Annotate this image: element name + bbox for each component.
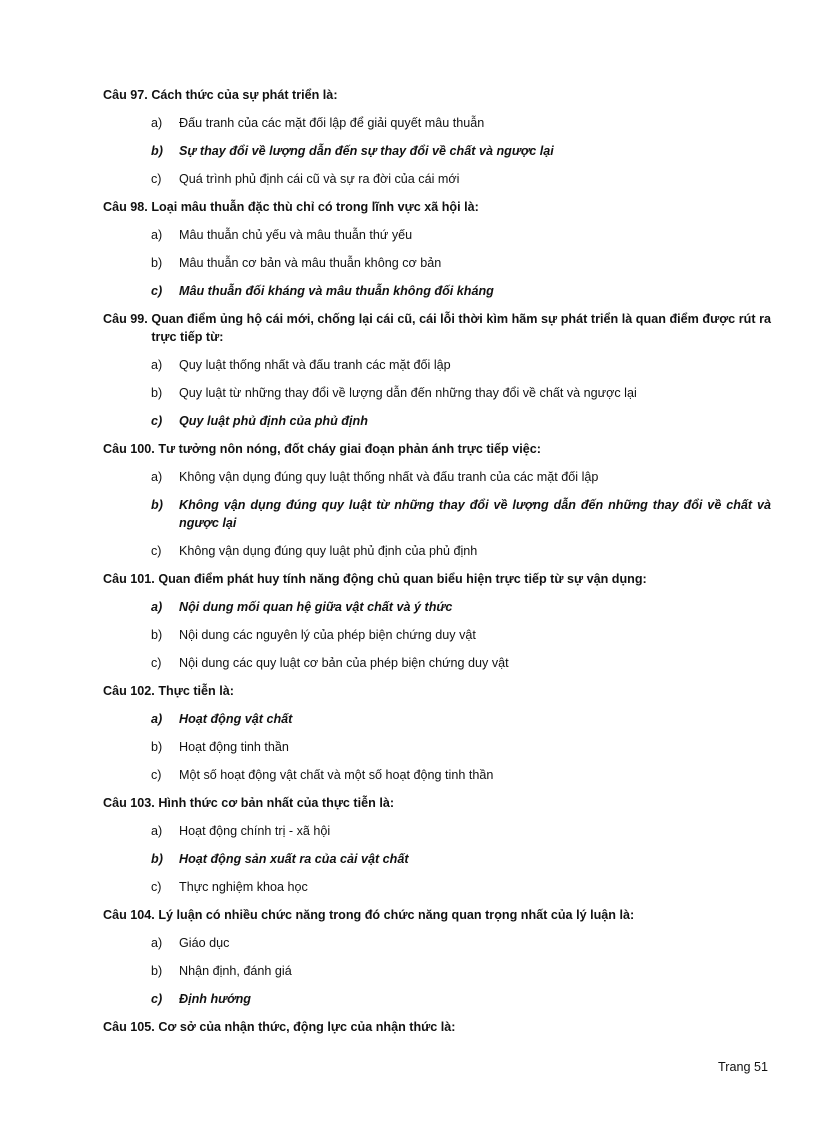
option-text: Quy luật từ những thay đổi về lượng dẫn đến những thay đổi về chất và ngược lại <box>179 386 637 400</box>
answer-option <box>151 468 771 486</box>
question-number: Câu 99. <box>103 312 148 326</box>
option-text: Quy luật thống nhất và đấu tranh các mặt đối lập <box>179 358 451 372</box>
question-heading <box>103 198 771 216</box>
option-text: Không vận dụng đúng quy luật từ những thay đổi về lượng dẫn đến những thay đổi về chất và ngược lại <box>179 498 771 530</box>
answer-option-correct <box>151 850 771 868</box>
option-letter: b) <box>151 256 163 270</box>
answer-option-correct <box>151 142 771 160</box>
question-number: Câu 101. <box>103 572 155 586</box>
question-heading <box>103 794 771 812</box>
question-text: Thực tiễn là: <box>158 684 234 698</box>
option-letter: b) <box>151 628 163 642</box>
answer-option-correct <box>151 282 771 300</box>
question-heading <box>103 310 771 346</box>
question-block <box>103 794 771 896</box>
question-text: Cơ sở của nhận thức, động lực của nhận thức là: <box>158 1020 456 1034</box>
option-text: Hoạt động sản xuất ra của cải vật chất <box>179 852 409 866</box>
answer-option <box>151 934 771 952</box>
question-text: Loại mâu thuẫn đặc thù chỉ có trong lĩnh vực xã hội là: <box>151 200 479 214</box>
answer-option <box>151 738 771 756</box>
question-text: Hình thức cơ bản nhất của thực tiễn là: <box>158 796 395 810</box>
option-letter: c) <box>151 414 163 428</box>
option-letter: a) <box>151 712 163 726</box>
option-text: Mâu thuẫn đối kháng và mâu thuẫn không đối kháng <box>179 284 494 298</box>
question-number: Câu 103. <box>103 796 155 810</box>
answer-option <box>151 962 771 980</box>
document-body <box>103 86 771 1046</box>
option-letter: a) <box>151 358 163 372</box>
option-text: Định hướng <box>179 992 252 1006</box>
question-block <box>103 310 771 430</box>
answer-option <box>151 356 771 374</box>
option-letter: a) <box>151 228 163 242</box>
answer-option <box>151 878 771 896</box>
option-text: Nội dung mối quan hệ giữa vật chất và ý thức <box>179 600 453 614</box>
question-number: Câu 105. <box>103 1020 155 1034</box>
option-text: Hoạt động tinh thần <box>179 740 289 754</box>
answer-option <box>151 822 771 840</box>
answer-option-correct <box>151 710 771 728</box>
option-letter: a) <box>151 600 163 614</box>
option-letter: c) <box>151 768 162 782</box>
question-block <box>103 682 771 784</box>
option-letter: a) <box>151 116 163 130</box>
option-letter: c) <box>151 284 163 298</box>
option-text: Hoạt động vật chất <box>179 712 293 726</box>
answer-option <box>151 766 771 784</box>
answer-option-correct <box>151 598 771 616</box>
answer-option <box>151 542 771 560</box>
option-letter: a) <box>151 936 163 950</box>
question-text: Quan điểm phát huy tính năng động chủ quan biểu hiện trực tiếp từ sự vận dụng: <box>158 572 647 586</box>
answer-option <box>151 384 771 402</box>
option-letter: b) <box>151 964 163 978</box>
option-letter: c) <box>151 880 162 894</box>
question-number: Câu 97. <box>103 88 148 102</box>
option-letter: a) <box>151 824 163 838</box>
option-letter: b) <box>151 386 163 400</box>
option-text: Thực nghiệm khoa học <box>179 880 308 894</box>
question-number: Câu 104. <box>103 908 155 922</box>
option-letter: b) <box>151 144 163 158</box>
option-text: Nội dung các nguyên lý của phép biện chứng duy vật <box>179 628 476 642</box>
question-heading <box>103 86 771 104</box>
option-letter: b) <box>151 852 163 866</box>
option-letter: c) <box>151 544 162 558</box>
answer-option <box>151 654 771 672</box>
option-text: Một số hoạt động vật chất và một số hoạt động tinh thần <box>179 768 494 782</box>
question-block <box>103 198 771 300</box>
question-number: Câu 102. <box>103 684 155 698</box>
question-block <box>103 440 771 560</box>
question-heading <box>103 1018 771 1036</box>
option-text: Quy luật phủ định của phủ định <box>179 414 368 428</box>
question-block <box>103 86 771 188</box>
question-heading <box>103 906 771 924</box>
answer-option <box>151 226 771 244</box>
question-heading <box>103 570 771 588</box>
question-block <box>103 906 771 1008</box>
option-letter: c) <box>151 992 163 1006</box>
option-text: Quá trình phủ định cái cũ và sự ra đời của cái mới <box>179 172 460 186</box>
page-number: Trang 51 <box>718 1060 768 1074</box>
option-text: Không vận dụng đúng quy luật thống nhất và đấu tranh của các mặt đối lập <box>179 470 599 484</box>
option-text: Không vận dụng đúng quy luật phủ định của phủ định <box>179 544 478 558</box>
answer-option <box>151 170 771 188</box>
option-text: Nhận định, đánh giá <box>179 964 292 978</box>
answer-option-correct <box>151 496 771 532</box>
answer-option <box>151 254 771 272</box>
question-heading <box>103 440 771 458</box>
option-letter: b) <box>151 740 163 754</box>
option-text: Hoạt động chính trị - xã hội <box>179 824 331 838</box>
question-block <box>103 1018 771 1036</box>
option-text: Giáo dục <box>179 936 230 950</box>
option-text: Đấu tranh của các mặt đối lập để giải quyết mâu thuẫn <box>179 116 485 130</box>
question-number: Câu 98. <box>103 200 148 214</box>
question-block <box>103 570 771 672</box>
answer-option-correct <box>151 412 771 430</box>
answer-option-correct <box>151 990 771 1008</box>
option-text: Sự thay đổi về lượng dẫn đến sự thay đổi về chất và ngược lại <box>179 144 554 158</box>
question-text: Tư tưởng nôn nóng, đốt cháy giai đoạn phản ánh trực tiếp việc: <box>158 442 541 456</box>
question-text: Quan điểm ủng hộ cái mới, chống lại cái cũ, cái lỗi thời kìm hãm sự phát triển là quan điểm được rút ra trực tiếp từ: <box>151 312 771 344</box>
question-text: Cách thức của sự phát triển là: <box>151 88 338 102</box>
option-letter: a) <box>151 470 163 484</box>
answer-option <box>151 626 771 644</box>
option-letter: c) <box>151 656 162 670</box>
question-number: Câu 100. <box>103 442 155 456</box>
option-text: Mâu thuẫn chủ yếu và mâu thuẫn thứ yếu <box>179 228 413 242</box>
answer-option <box>151 114 771 132</box>
option-text: Mâu thuẫn cơ bản và mâu thuẫn không cơ bản <box>179 256 442 270</box>
question-text: Lý luận có nhiều chức năng trong đó chức năng quan trọng nhất của lý luận là: <box>158 908 635 922</box>
option-letter: b) <box>151 498 163 512</box>
option-letter: c) <box>151 172 162 186</box>
option-text: Nội dung các quy luật cơ bản của phép biện chứng duy vật <box>179 656 509 670</box>
question-heading <box>103 682 771 700</box>
